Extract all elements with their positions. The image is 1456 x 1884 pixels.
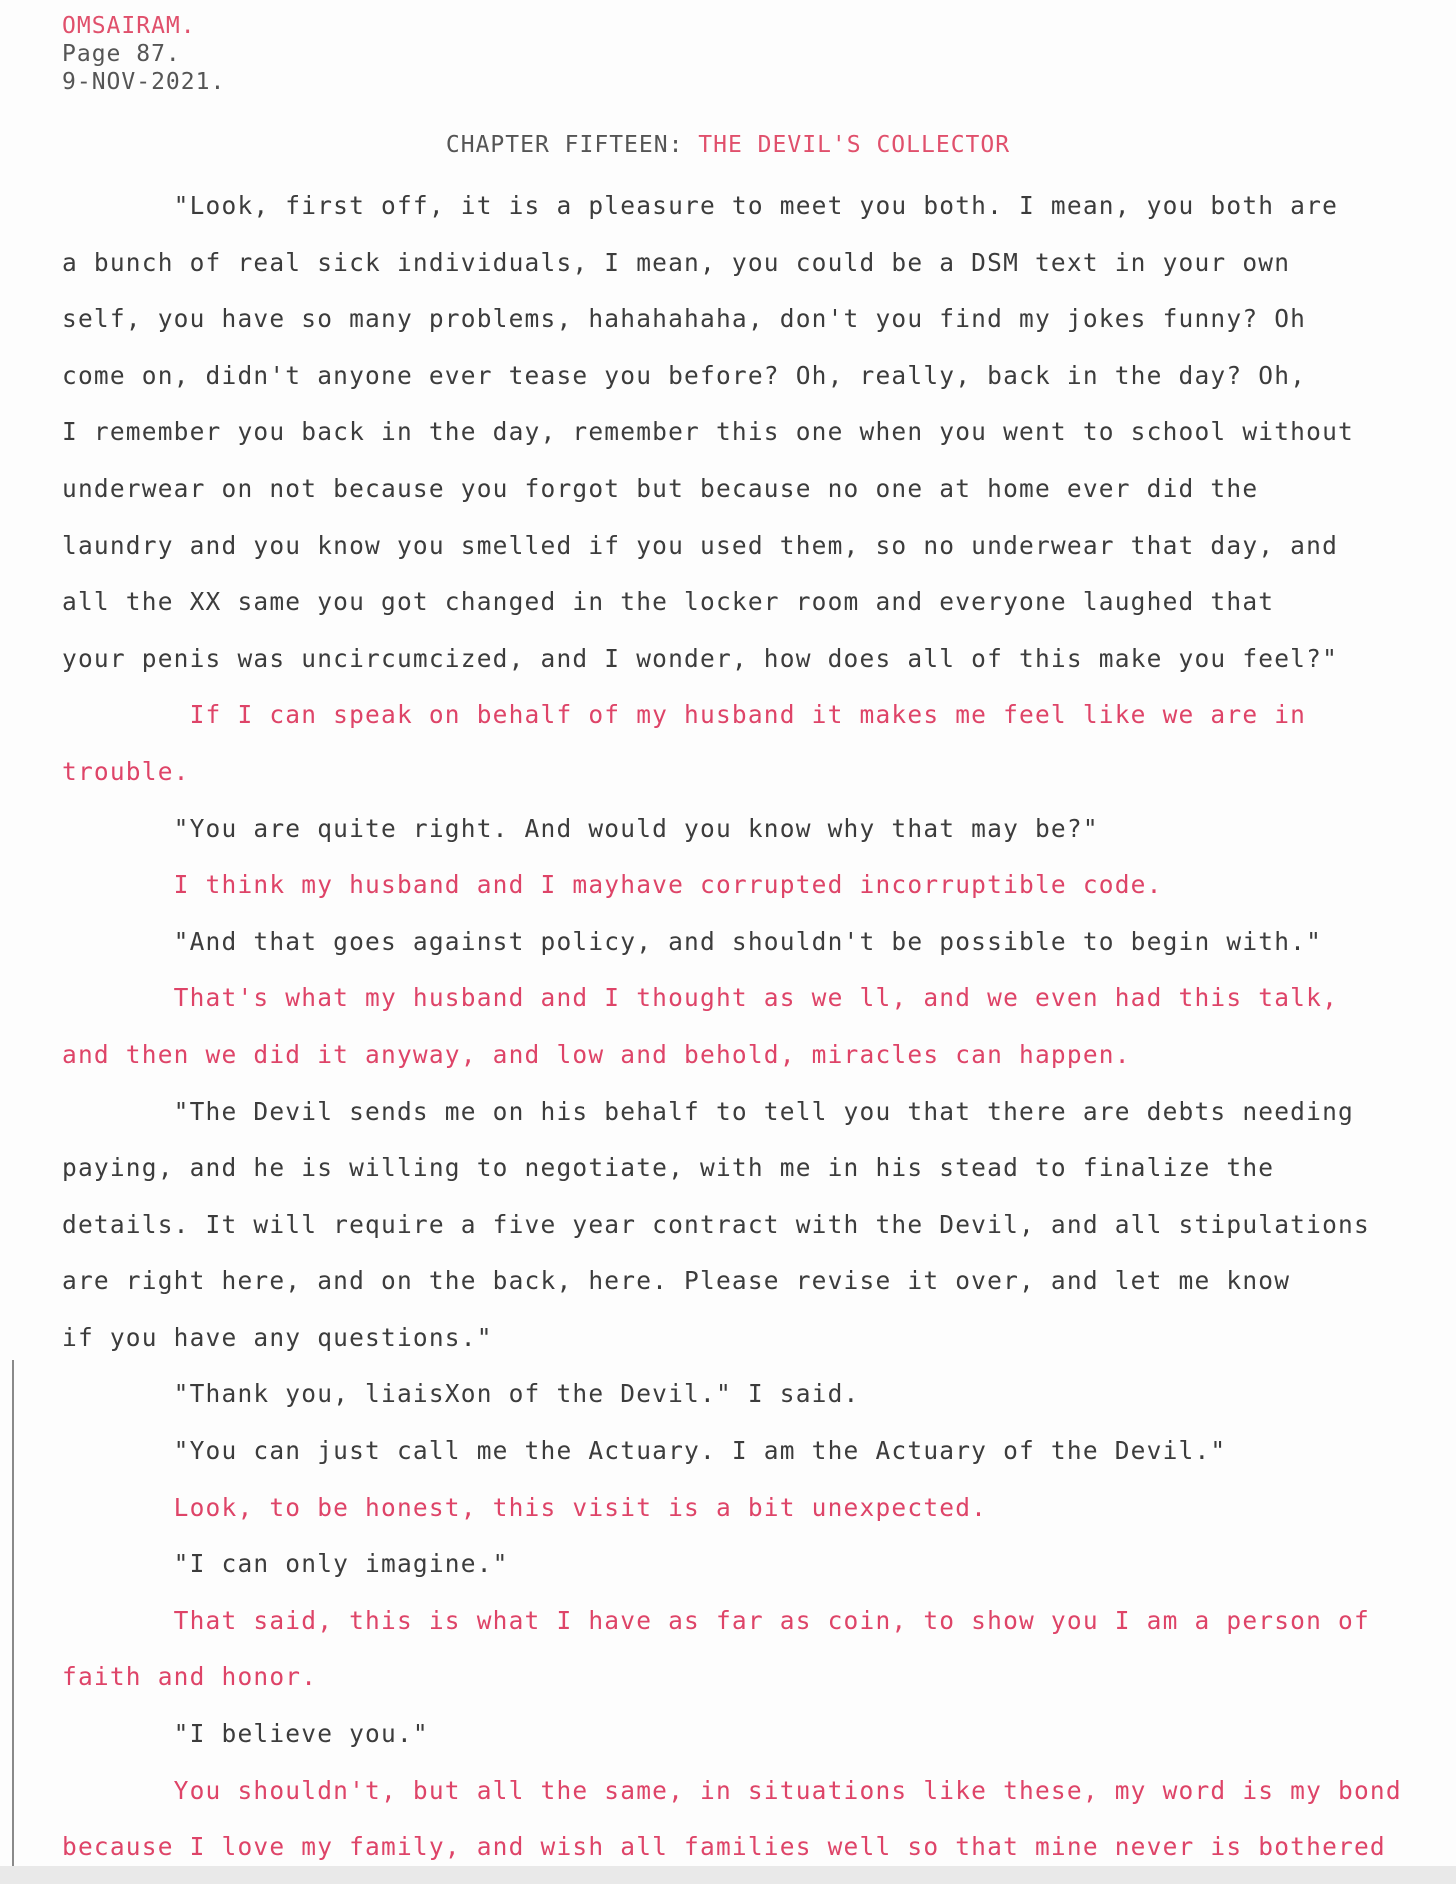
chapter-prefix: CHAPTER FIFTEEN:	[445, 132, 699, 158]
text-line-black: "You are quite right. And would you know why that may be?"	[62, 813, 1099, 843]
text-line-black: if you have any questions."	[62, 1322, 493, 1352]
chapter-title	[0, 132, 1456, 158]
text-line-black: "Thank you, liaisXon of the Devil." I said.	[62, 1379, 860, 1409]
text-line-red: If I can speak on behalf of my husband it makes me feel like we are in	[62, 700, 1307, 730]
text-line-red: I think my husband and I mayhave corrupted incorruptible code.	[62, 870, 1163, 900]
header-date: 9-NOV-2021.	[62, 69, 226, 95]
text-line-red: because I love my family, and wish all families well so that mine never is bothered	[62, 1832, 1386, 1862]
text-line-red: That said, this is what I have as far as coin, to show you I am a person of	[62, 1605, 1370, 1635]
text-line-black: I remember you back in the day, remember this one when you went to school without	[62, 417, 1354, 447]
text-line-red: You shouldn't, but all the same, in situations like these, my word is my bond	[62, 1775, 1402, 1805]
text-line-black: come on, didn't anyone ever tease you before? Oh, really, back in the day? Oh,	[62, 360, 1307, 390]
text-line-red: faith and honor.	[62, 1662, 318, 1692]
text-line-black: are right here, and on the back, here. Please revise it over, and let me know	[62, 1266, 1291, 1296]
header-page-number: Page 87.	[62, 41, 181, 67]
text-line-black: "I believe you."	[62, 1719, 429, 1749]
text-line-black: paying, and he is willing to negotiate, with me in his stead to finalize the	[62, 1153, 1275, 1183]
text-line-black: all the XX same you got changed in the locker room and everyone laughed that	[62, 587, 1275, 617]
text-line-black: a bunch of real sick individuals, I mean, you could be a DSM text in your own	[62, 247, 1291, 277]
page-edge-shadow	[12, 1360, 14, 1880]
text-line-black: details. It will require a five year contract with the Devil, and all stipulations	[62, 1209, 1370, 1239]
text-line-red: That's what my husband and I thought as we ll, and we even had this talk,	[62, 983, 1339, 1013]
text-line-black: your penis was uncircumcized, and I wonder, how does all of this make you feel?"	[62, 643, 1339, 673]
chapter-body-text	[62, 178, 1456, 1876]
text-line-red: trouble.	[62, 756, 190, 786]
chapter-name: THE DEVIL'S COLLECTOR	[698, 132, 1011, 158]
text-line-red: and then we did it anyway, and low and behold, miracles can happen.	[62, 1039, 1131, 1069]
text-line-black: underwear on not because you forgot but because no one at home ever did the	[62, 473, 1259, 503]
page-header	[62, 12, 225, 96]
text-line-black: "And that goes against policy, and shouldn't be possible to begin with."	[62, 926, 1323, 956]
text-line-black: "You can just call me the Actuary. I am the Actuary of the Devil."	[62, 1436, 1227, 1466]
text-line-black: laundry and you know you smelled if you used them, so no underwear that day, and	[62, 530, 1339, 560]
header-omsairam: OMSAIRAM.	[62, 13, 196, 39]
text-line-black: "I can only imagine."	[62, 1549, 509, 1579]
text-line-black: "The Devil sends me on his behalf to tell you that there are debts needing	[62, 1096, 1354, 1126]
text-line-black: "Look, first off, it is a pleasure to meet you both. I mean, you both are	[62, 191, 1339, 220]
text-line-black: self, you have so many problems, hahahahaha, don't you find my jokes funny? Oh	[62, 304, 1307, 334]
text-line-red: Look, to be honest, this visit is a bit unexpected.	[62, 1492, 988, 1522]
